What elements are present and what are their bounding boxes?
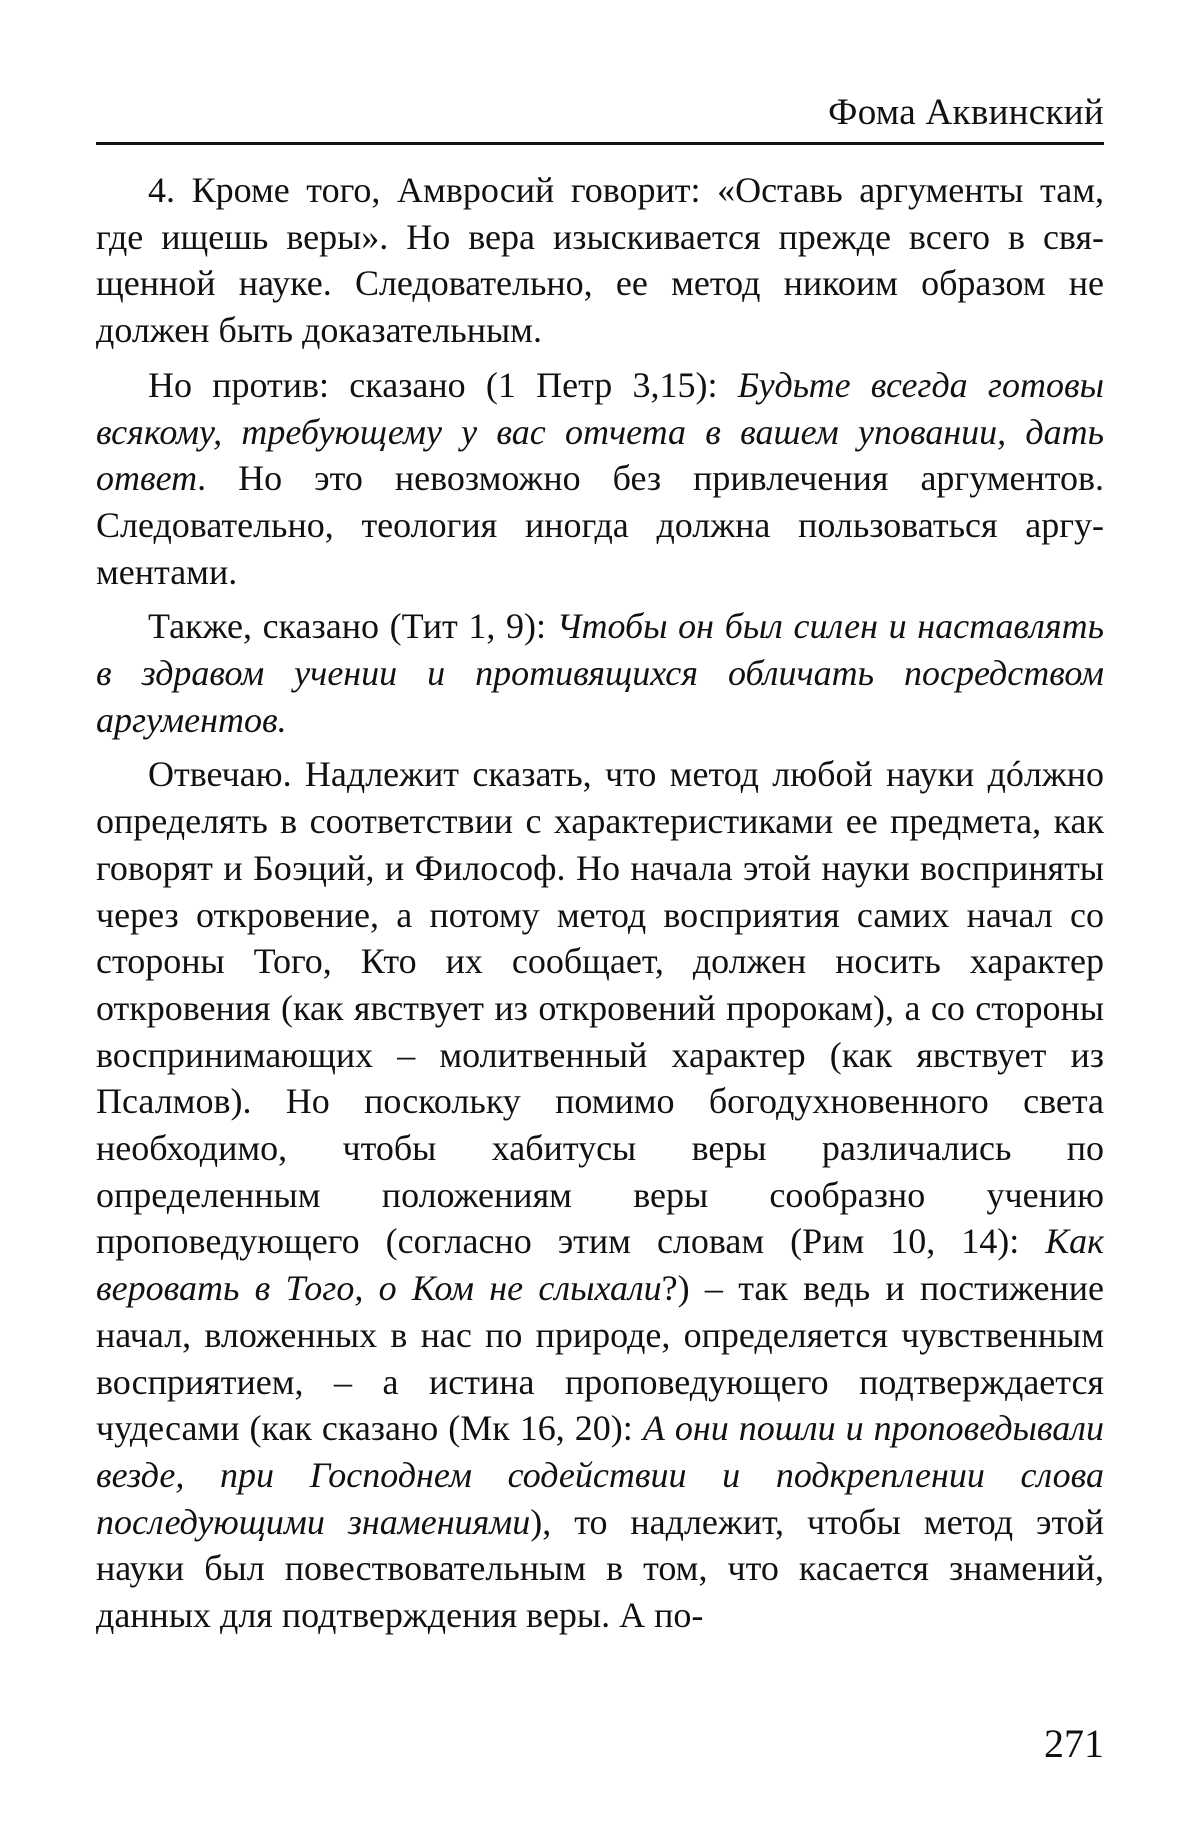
paragraph-3 bbox=[96, 603, 1104, 743]
running-head-title: Фома Аквинский bbox=[828, 92, 1104, 133]
italic-quote: Чтобы он был силен и наставлять в здравом учении и противящихся обличать посредством аргументов. bbox=[96, 606, 1104, 740]
page-number: 271 bbox=[1044, 1721, 1104, 1766]
paragraph-text: ), то надлежит, чтобы метод этой науки был повествовательным в том, что касается знамений, данных для подтверждения веры. А по- bbox=[96, 1501, 1104, 1636]
paragraph-4 bbox=[96, 751, 1104, 1638]
italic-quote: А они пошли и проповедывали везде, при Господнем содействии и подкреплении слова последующими знамениями bbox=[96, 1408, 1104, 1542]
body-text bbox=[96, 167, 1104, 1639]
paragraph-text: . Но это невозможно без привлечения аргументов. Следовательно, теология иногда должна пользоваться аргументами. bbox=[96, 458, 1104, 592]
paragraph-2 bbox=[96, 362, 1104, 596]
paragraph-text: Отвечаю. Надлежит сказать, что метод любой науки дóлжно определять в соответствии с характеристиками ее предмета, как говорят и Боэций, и Философ. Но начала этой науки восприняты через откровение, а потому метод восприятия самих начал со стороны Того, Кто их сообщает, должен носить характер откровения (как явствует из откровений пророкам), а со стороны воспринимающих – молитвенный характер (как явствует из Псалмов). Но поскольку помимо богодухновенного света необходимо, чтобы хабитусы веры различались по определенным положениям веры сообразно учению проповедующего (согласно этим словам (Рим 10, 14): bbox=[96, 754, 1104, 1262]
paragraph-1 bbox=[96, 167, 1104, 354]
header-rule bbox=[96, 142, 1104, 145]
paragraph-text: ?) – так ведь и постижение начал, вложенных в нас по природе, определяется чувственным восприятием, – а истина проповедующего подтверждается чудесами (как сказано (Мк 16, 20): bbox=[96, 1268, 1104, 1449]
italic-quote: Будьте всегда готовы всякому, требующему у вас отчета в вашем уповании, дать ответ bbox=[96, 364, 1104, 499]
paragraph-text: Но против: сказано (1 Петр 3,15): bbox=[148, 364, 738, 405]
book-page bbox=[96, 90, 1104, 1647]
paragraph-text: 4. Кроме того, Амвросий говорит: «Оставь аргументы там, где ищешь веры». Но вера изыскивается прежде всего в священной науке. Следовательно, ее метод никоим образом не должен быть доказательным. bbox=[96, 170, 1104, 351]
italic-quote: Как веровать в Того, о Ком не слыхали bbox=[96, 1221, 1104, 1309]
paragraph-text: Также, сказано (Тит 1, 9): bbox=[148, 606, 557, 647]
